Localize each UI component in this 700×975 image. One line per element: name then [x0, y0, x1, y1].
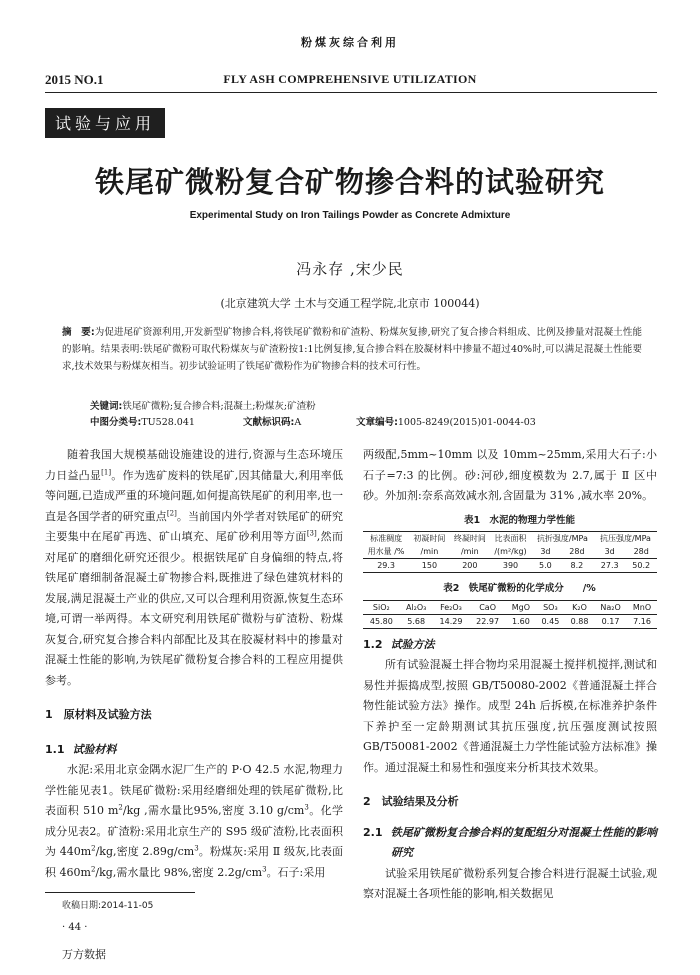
table-2-header-cell: K₂O	[565, 600, 594, 614]
table-2	[363, 600, 657, 629]
table-2-header-cell: Al₂O₃	[400, 600, 433, 614]
method-paragraph: 所有试验混凝土拌合物均采用混凝土搅拌机搅拌,测试和易性并振捣成型,按照 GB/T50080-2002《普通混凝土拌合物性能试验方法》操作。成型 24h 后拆模,在标准养护条件下养护至一定龄期测试其抗压强度,抗压强度测试按照 GB/T50081-2002《普通混凝土力学性能试验方法标准》操作。通过混凝土和易性和强度来分析其技术效果。	[363, 658, 657, 774]
table-1-header-cell: 比表面积	[494, 534, 527, 543]
table-2-cell: 0.45	[541, 616, 560, 626]
table-1-cell: 5.0	[539, 561, 552, 570]
header-rule	[45, 92, 657, 93]
table-1-cell: 27.3	[600, 561, 619, 570]
ref-1: [1]	[101, 467, 112, 476]
table-2-header-cell: SiO₂	[363, 600, 400, 614]
table-2-cell: 5.68	[407, 616, 426, 626]
table-2-header-cell: MgO	[506, 600, 536, 614]
keywords-text: 铁尾矿微粉;复合掺合料;混凝土;粉煤灰;矿渣粉	[122, 401, 316, 412]
table-1-header-cell: 用水量 /%	[363, 545, 409, 559]
table-2-header-cell: CaO	[469, 600, 506, 614]
table-1-cell: 29.3	[377, 561, 395, 570]
footnote-rule	[45, 892, 195, 893]
table-1-header-cell: /(m²/kg)	[490, 545, 531, 559]
clc-label: 中图分类号:	[90, 417, 142, 428]
table-1-cell: 50.2	[632, 561, 651, 570]
table-1	[363, 531, 657, 573]
right-column	[363, 445, 657, 905]
table-1-cell: 8.2	[570, 561, 584, 570]
table-1-header-cell: 3d	[531, 545, 560, 559]
table-2-cell: 22.97	[476, 616, 500, 626]
journal-title-en: FLY ASH COMPREHENSIVE UTILIZATION	[223, 72, 477, 86]
authors: 冯永存 ,宋少民	[296, 260, 404, 278]
article-title-en: Experimental Study on Iron Tailings Powder as Concrete Admixture	[189, 210, 511, 221]
section-1-2-heading: 1.2 试验方法	[363, 637, 435, 651]
section-1-heading: 1 原材料及试验方法	[45, 708, 152, 721]
classification-line	[90, 414, 630, 428]
doc-code-label: 文献标识码:	[243, 417, 295, 428]
section-2-heading: 2 试验结果及分析	[363, 795, 459, 808]
table-1-header-row-2	[363, 545, 657, 559]
journal-title-cn: 粉煤灰综合利用	[301, 36, 399, 49]
table-1-header-row-1	[363, 532, 657, 546]
table-1-header-cell: 28d	[625, 545, 657, 559]
intro-paragraph: 随着我国大规模基础设施建设的进行,资源与生态环境压力日益凸显[1]。作为选矿废料的铁尾矿,因其储量大,利用率低等问题,已造成严重的环境问题,如何提高铁尾矿的利用率,也一直是各国学者的研究重点[2]。当前国内外学者对铁尾矿的研究主要集中在尾矿再选、矿山填充、尾矿砂利用等方面[3],然而对尾矿的磨细化研究还很少。根据铁尾矿自身偏细的特点,将铁尾矿磨细制备混凝土矿物掺合料,既推进了绿色建筑材料的发展,满足混凝土产业的供应,又可以合理利用资源,恢复生态环境,可谓一举两得。本文研究利用铁尾矿微粉与矿渣粉、粉煤灰复合,研究复合掺合料内部配比及其在胶凝材料中的掺量对混凝土性能的影响,为铁尾矿微粉复合掺合料的工程应用提供参考。	[45, 448, 344, 687]
table-2-cell: 1.60	[511, 616, 530, 626]
table-1-cell: 390	[502, 561, 519, 570]
materials-continued: 两级配,5mm~10mm 以及 10mm~25mm,采用大石子:小石子=7:3 的比例。砂:河砂,细度模数为 2.7,属于 Ⅱ 区中砂。外加剂:奈系高效减水剂,含固量为 31% ,减水率 20%。	[363, 448, 657, 502]
table-2-header-cell: Fe₂O₃	[433, 600, 470, 614]
article-id-value: 1005-8249(2015)01-0044-03	[397, 417, 536, 428]
table-2-header-cell: SO₃	[536, 600, 565, 614]
left-column	[45, 445, 343, 883]
table-2-caption: 表2 铁尾矿微粉的化学成分 /%	[443, 583, 596, 594]
table-2-cell: 0.88	[570, 616, 589, 626]
clc-value: TU528.041	[141, 417, 195, 428]
abstract-text: 为促进尾矿资源利用,开发新型矿物掺合料,将铁尾矿微粉和矿渣粉、粉煤灰复掺,研究了复合掺合料组成、比例及掺量对混凝土性能的影响。结果表明:铁尾矿微粉可取代粉煤灰与矿渣粉按1:1比例复掺,复合掺合料在胶凝材料中掺量不超过40%时,可以满足混凝土性能要求,技术效果与粉煤灰相当。初步试验证明了铁尾矿微粉作为矿物掺合料的技术可行性。	[62, 327, 642, 372]
table-2-header-cell: Na₂O	[594, 600, 627, 614]
table-2-cell: 7.16	[633, 616, 651, 626]
table-1-header-cell: 3d	[594, 545, 626, 559]
table-1-header-cell: 初凝时间	[413, 534, 446, 543]
article-title-cn: 铁尾矿微粉复合矿物掺合料的试验研究	[94, 165, 605, 199]
keywords-label: 关键词:	[90, 401, 123, 412]
section-2-1-paragraph: 试验采用铁尾矿微粉系列复合掺合料进行混凝土试验,观察对混凝土各项性能的影响,相关数据见	[363, 866, 657, 900]
section-tag: 试验与应用	[45, 108, 165, 138]
table-1-header-cell: 抗折强度/MPa	[536, 534, 588, 543]
table-2-cell: 0.17	[601, 616, 620, 626]
table-1-data-row	[363, 559, 657, 573]
received-date: 收稿日期:2014-11-05	[62, 901, 154, 911]
affiliation: (北京建筑大学 土木与交通工程学院,北京市 100044)	[220, 297, 480, 310]
abstract-label: 摘 要:	[62, 327, 95, 338]
table-2-header-cell: MnO	[627, 600, 657, 614]
table-2-cell: 14.29	[439, 616, 463, 626]
table-1-header-cell: 终凝时间	[453, 534, 486, 543]
watermark-text: 万方数据	[62, 948, 106, 961]
ref-3: [3]	[306, 529, 317, 538]
table-1-cell: 150	[421, 561, 438, 570]
table-1-header-cell: 28d	[560, 545, 594, 559]
section-2-1-heading: 2.1 铁尾矿微粉复合掺合料的复配组分对混凝土性能的影响研究	[363, 825, 657, 859]
section-1-1-heading: 1.1 试验材料	[45, 742, 117, 756]
keywords	[90, 398, 316, 412]
doc-code-value: A	[294, 417, 302, 428]
table-1-header-cell: /min	[450, 545, 490, 559]
page-number: · 44 ·	[62, 922, 88, 933]
abstract	[62, 324, 642, 375]
table-2-data-row	[363, 614, 657, 628]
materials-paragraph: 水泥:采用北京金隅水泥厂生产的 P·O 42.5 水泥,物理力学性能见表1。铁尾矿微粉:采用经磨细处理的铁尾矿微粉,比表面积 510 $m^2/kg$ ,需水量比95%,密度 3.10 $g/cm^3$。化学成分见表2。矿渣粉:采用北京生产的 S95 级矿渣粉,比表面积为 $440m^2/kg$,密度 $2.89g/cm^3$。粉煤灰:采用 Ⅱ 级灰,比表面积 $460m^2/kg$,需水量比 98%,密度 $2.2g/cm^3$。石子:采用	[45, 763, 344, 879]
table-2-cell: 45.80	[369, 616, 393, 626]
table-1-header-cell: 标准稠度	[370, 534, 403, 543]
table-1-caption: 表1 水泥的物理力学性能	[463, 514, 576, 526]
article-id-label: 文章编号:	[356, 417, 398, 428]
table-1-cell: 200	[462, 561, 478, 570]
table-1-header-cell: /min	[409, 545, 449, 559]
ref-2: [2]	[166, 508, 177, 517]
issue-number: 2015 NO.1	[45, 72, 104, 87]
table-1-header-cell: 抗压强度/MPa	[599, 534, 651, 543]
table-2-header-row	[363, 600, 657, 614]
